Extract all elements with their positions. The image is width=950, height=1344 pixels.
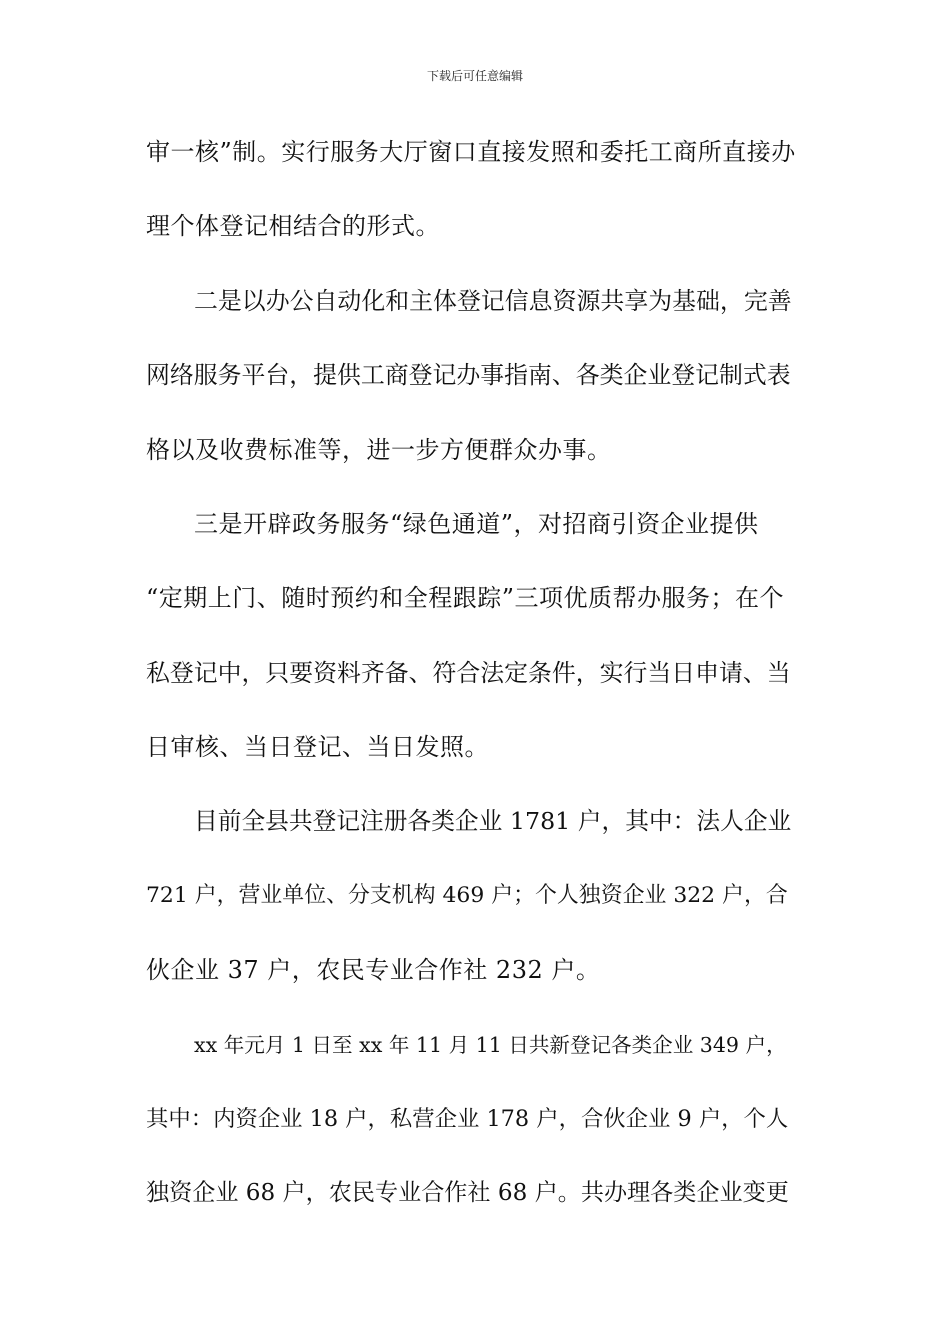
page-header: 下载后可任意编辑 (426, 69, 523, 83)
paragraph-line: 其中：内资企业 18 户，私营企业 178 户，合伙企业 9 户，个人 (146, 1106, 789, 1132)
paragraph-line: 审一核”制。实行服务大厅窗口直接发照和委托工商所直接办 (146, 138, 796, 166)
paragraph-line: 日审核、当日登记、当日发照。 (146, 733, 489, 761)
paragraph-line: 独资企业 68 户，农民专业合作社 68 户。共办理各类企业变更 (146, 1180, 789, 1206)
paragraph-line: 私登记中，只要资料齐备、符合法定条件，实行当日申请、当 (146, 659, 791, 687)
paragraph-line: 二是以办公自动化和主体登记信息资源共享为基础，完善 (194, 287, 792, 315)
paragraph-line: 伙企业 37 户，农民专业合作社 232 户。 (146, 956, 601, 984)
paragraph-line: xx 年元月 1 日至 xx 年 11 月 11 日共新登记各类企业 349 户， (194, 1033, 787, 1057)
paragraph-line: “定期上门、随时预约和全程跟踪”三项优质帮办服务；在个 (146, 584, 785, 612)
paragraph-line: 721 户，营业单位、分支机构 469 户；个人独资企业 322 户，合 (146, 883, 788, 908)
paragraph-line: 目前全县共登记注册各类企业 1781 户，其中：法人企业 (194, 807, 792, 835)
paragraph-line: 三是开辟政务服务“绿色通道”，对招商引资企业提供 (194, 510, 759, 538)
paragraph-line: 网络服务平台，提供工商登记办事指南、各类企业登记制式表 (146, 361, 791, 389)
paragraph-line: 理个体登记相结合的形式。 (146, 212, 440, 240)
paragraph-line: 格以及收费标准等，进一步方便群众办事。 (146, 436, 612, 464)
